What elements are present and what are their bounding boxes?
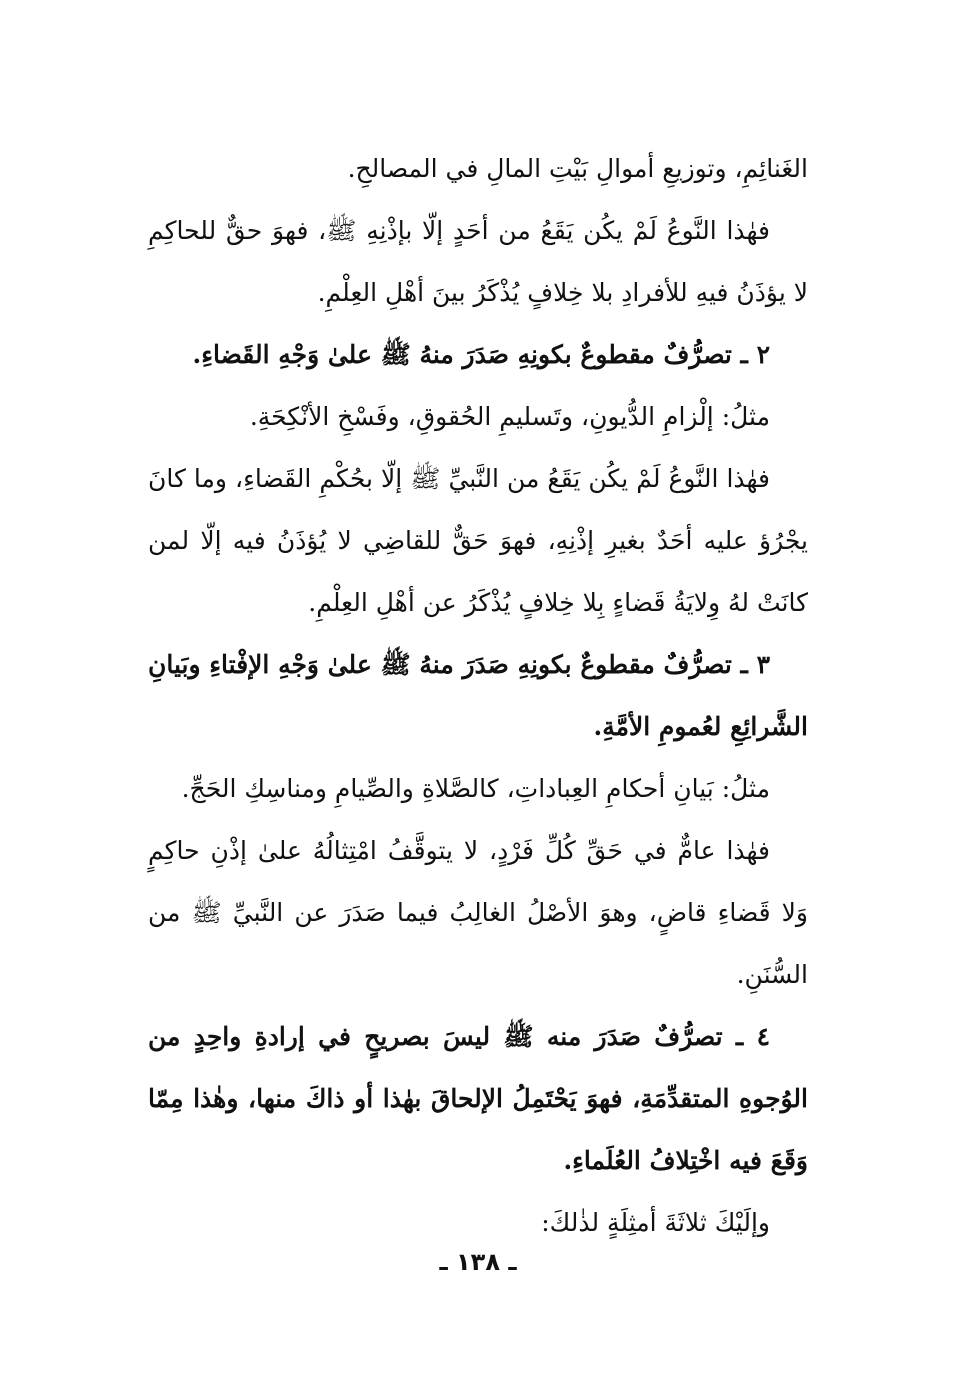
- paragraph-example-3: مثلُ: بَيانِ أحكامِ العِباداتِ، كالصَّلاةِ والصِّيامِ ومناسِكِ الحَجِّ.: [181, 774, 770, 803]
- body-text: [148, 138, 808, 1254]
- paragraph-examples-intro: وإلَيْكَ ثلاثَةَ أمثِلَةٍ لذٰلكَ:: [541, 1208, 770, 1237]
- paragraph-type-three-ruling: فهٰذا عامٌّ في حَقِّ كُلِّ فَرْدٍ، لا يتوقَّفُ امْتِثالُهُ علىٰ إذْنِ حاكِمٍ وَلا قَضاءِ قاضٍ، وهوَ الأصْلُ الغالِبُ فيما صَدَرَ عن النَّبيِّ ﷺ من السُّنَنِ.: [148, 836, 808, 989]
- paragraph-example-2: مثلُ: إلْزامِ الدُّيونِ، وتَسليمِ الحُقوقِ، وفَسْخِ الأنْكِحَةِ.: [249, 402, 770, 431]
- page-number: ـ ١٣٨ ـ: [439, 1248, 517, 1276]
- paragraph-continuation: الغَنائِمِ، وتوزيعِ أموالِ بَيْتِ المالِ في المصالحِ.: [347, 154, 808, 183]
- heading-item-3: ٣ ـ تصرُّفٌ مقطوعٌ بكونِهِ صَدَرَ منهُ ﷺ علىٰ وَجْهِ الإفْتاءِ وبَيانِ الشَّرائِعِ لعُمومِ الأمَّةِ.: [148, 650, 808, 741]
- paragraph-type-two-ruling: فهٰذا النَّوعُ لَمْ يكُن يَقَعُ من النَّبيِّ ﷺ إلّا بحُكْمِ القَضاءِ، وما كانَ يجْرُؤ عليه أحَدٌ بغيرِ إذْنِهِ، فهوَ حَقٌّ للقاضِي لا يُؤذَنُ فيه إلّا لمن كانَتْ لهُ وِلايَةُ قَضاءٍ بِلا خِلافٍ يُذْكَرُ عن أهْلِ العِلْمِ.: [148, 464, 808, 617]
- heading-item-4: ٤ ـ تصرُّفٌ صَدَرَ منه ﷺ ليسَ بصريحٍ في إرادةِ واحِدٍ من الوُجوهِ المتقدِّمَةِ، فهوَ يَحْتَمِلُ الإلحاقَ بهٰذا أو ذاكَ منها، وهٰذا مِمّا وَقَعَ فيه اخْتِلافُ العُلَماءِ.: [148, 1022, 808, 1175]
- paragraph-type-one-ruling: فهٰذا النَّوعُ لَمْ يكُن يَقَعُ من أحَدٍ إلّا بإذْنِهِ ﷺ، فهوَ حقٌّ للحاكِمِ لا يؤذَنُ فيهِ للأفرادِ بلا خِلافٍ يُذْكَرُ بينَ أهْلِ العِلْمِ.: [148, 216, 808, 307]
- heading-item-2: ٢ ـ تصرُّفٌ مقطوعٌ بكونِهِ صَدَرَ منهُ ﷺ علىٰ وَجْهِ القَضاءِ.: [192, 340, 770, 369]
